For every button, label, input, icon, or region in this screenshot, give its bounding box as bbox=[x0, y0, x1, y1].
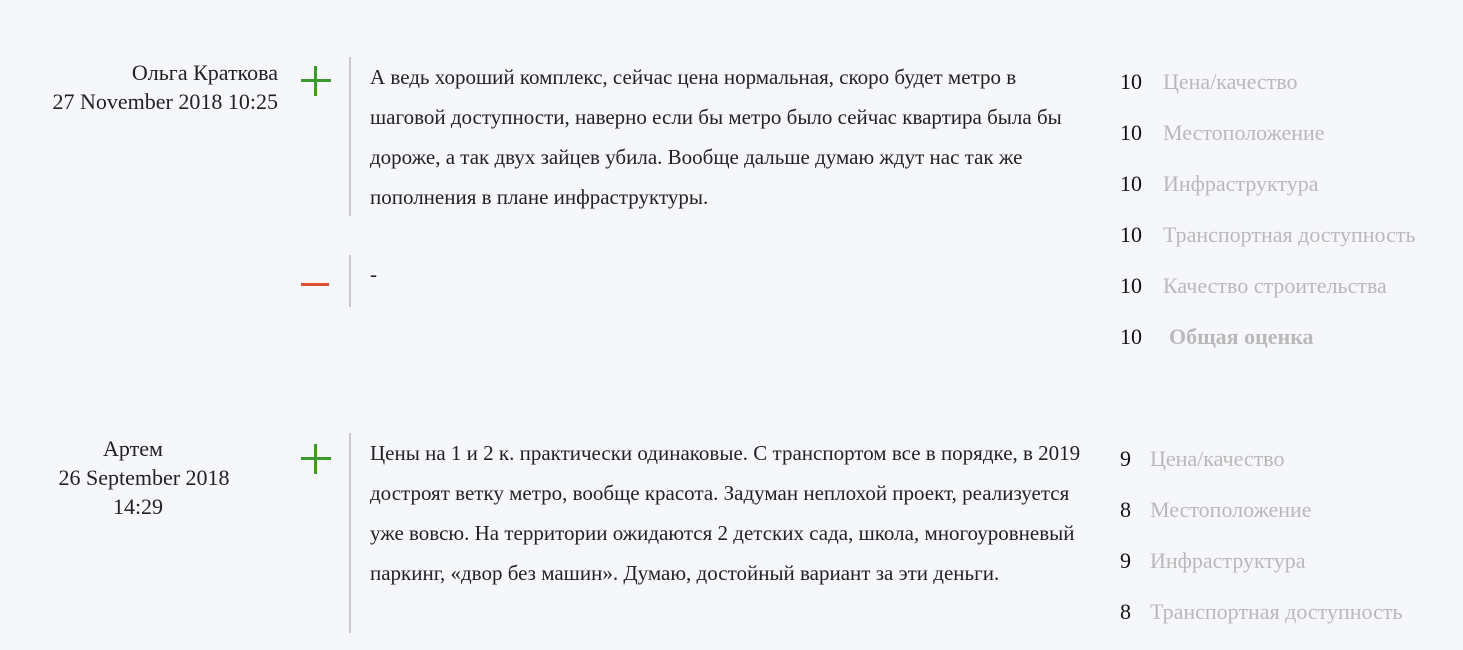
plus-icon bbox=[301, 444, 331, 474]
rating-label: Транспортная доступность bbox=[1150, 599, 1403, 624]
rating-build-quality bbox=[1120, 271, 1416, 322]
ratings-list bbox=[1120, 444, 1403, 648]
rating-infrastructure bbox=[1120, 546, 1403, 597]
rating-value: 10 bbox=[1120, 273, 1142, 298]
rating-label: Местоположение bbox=[1150, 497, 1312, 522]
review-author-block bbox=[10, 58, 286, 116]
rating-label: Качество строительства bbox=[1163, 273, 1387, 298]
rating-value: 10 bbox=[1120, 120, 1142, 145]
rating-label: Цена/качество bbox=[1150, 446, 1285, 471]
rating-infrastructure bbox=[1120, 169, 1416, 220]
rating-transport bbox=[1120, 220, 1416, 271]
rating-value: 8 bbox=[1120, 599, 1131, 624]
minus-icon bbox=[301, 270, 331, 300]
review-author-block bbox=[40, 434, 256, 521]
plus-icon bbox=[301, 66, 331, 96]
author-name: Артем bbox=[103, 436, 163, 461]
review-pros bbox=[349, 57, 1090, 216]
rating-value: 8 bbox=[1120, 497, 1131, 522]
rating-label: Инфраструктура bbox=[1163, 171, 1319, 196]
rating-label: Цена/качество bbox=[1163, 69, 1298, 94]
rating-value: 10 bbox=[1120, 69, 1142, 94]
pros-text: Цены на 1 и 2 к. практически одинаковые. С транспортом все в порядке, в 2019 достроят ветку метро, вообще красота. Задуман неплохой проект, реализуется уже вовсю. На территории ожидаются 2 детских сада, школа, многоуровневый паркинг, «двор без машин». Думаю, достойный вариант за эти деньги. bbox=[370, 441, 1081, 585]
ratings-list bbox=[1120, 67, 1416, 373]
rating-value: 9 bbox=[1120, 548, 1131, 573]
rating-price-quality bbox=[1120, 444, 1403, 495]
rating-price-quality bbox=[1120, 67, 1416, 118]
rating-location bbox=[1120, 118, 1416, 169]
rating-value: 10 bbox=[1120, 324, 1142, 349]
rating-label: Местоположение bbox=[1163, 120, 1325, 145]
rating-overall bbox=[1120, 322, 1416, 373]
rating-value: 10 bbox=[1120, 171, 1142, 196]
review-pros bbox=[349, 433, 1090, 633]
review-cons bbox=[349, 255, 1090, 307]
review-date: 26 September 2018 bbox=[58, 465, 230, 490]
rating-label: Транспортная доступность bbox=[1163, 222, 1416, 247]
rating-location bbox=[1120, 495, 1403, 546]
rating-label: Общая оценка bbox=[1169, 324, 1314, 349]
rating-label: Инфраструктура bbox=[1150, 548, 1306, 573]
review-time: 14:29 bbox=[112, 494, 164, 519]
pros-text: А ведь хороший комплекс, сейчас цена нормальная, скоро будет метро в шаговой доступности, наверно если бы метро было сейчас квартира была бы дороже, а так двух зайцев убила. Вообще дальше думаю ждут нас так же пополнения в плане инфраструктуры. bbox=[370, 65, 1062, 209]
author-name: Ольга Краткова bbox=[131, 60, 278, 85]
cons-text: - bbox=[370, 262, 377, 286]
rating-value: 10 bbox=[1120, 222, 1142, 247]
review-date: 27 November 2018 10:25 bbox=[52, 89, 278, 114]
rating-value: 9 bbox=[1120, 446, 1131, 471]
rating-transport bbox=[1120, 597, 1403, 648]
